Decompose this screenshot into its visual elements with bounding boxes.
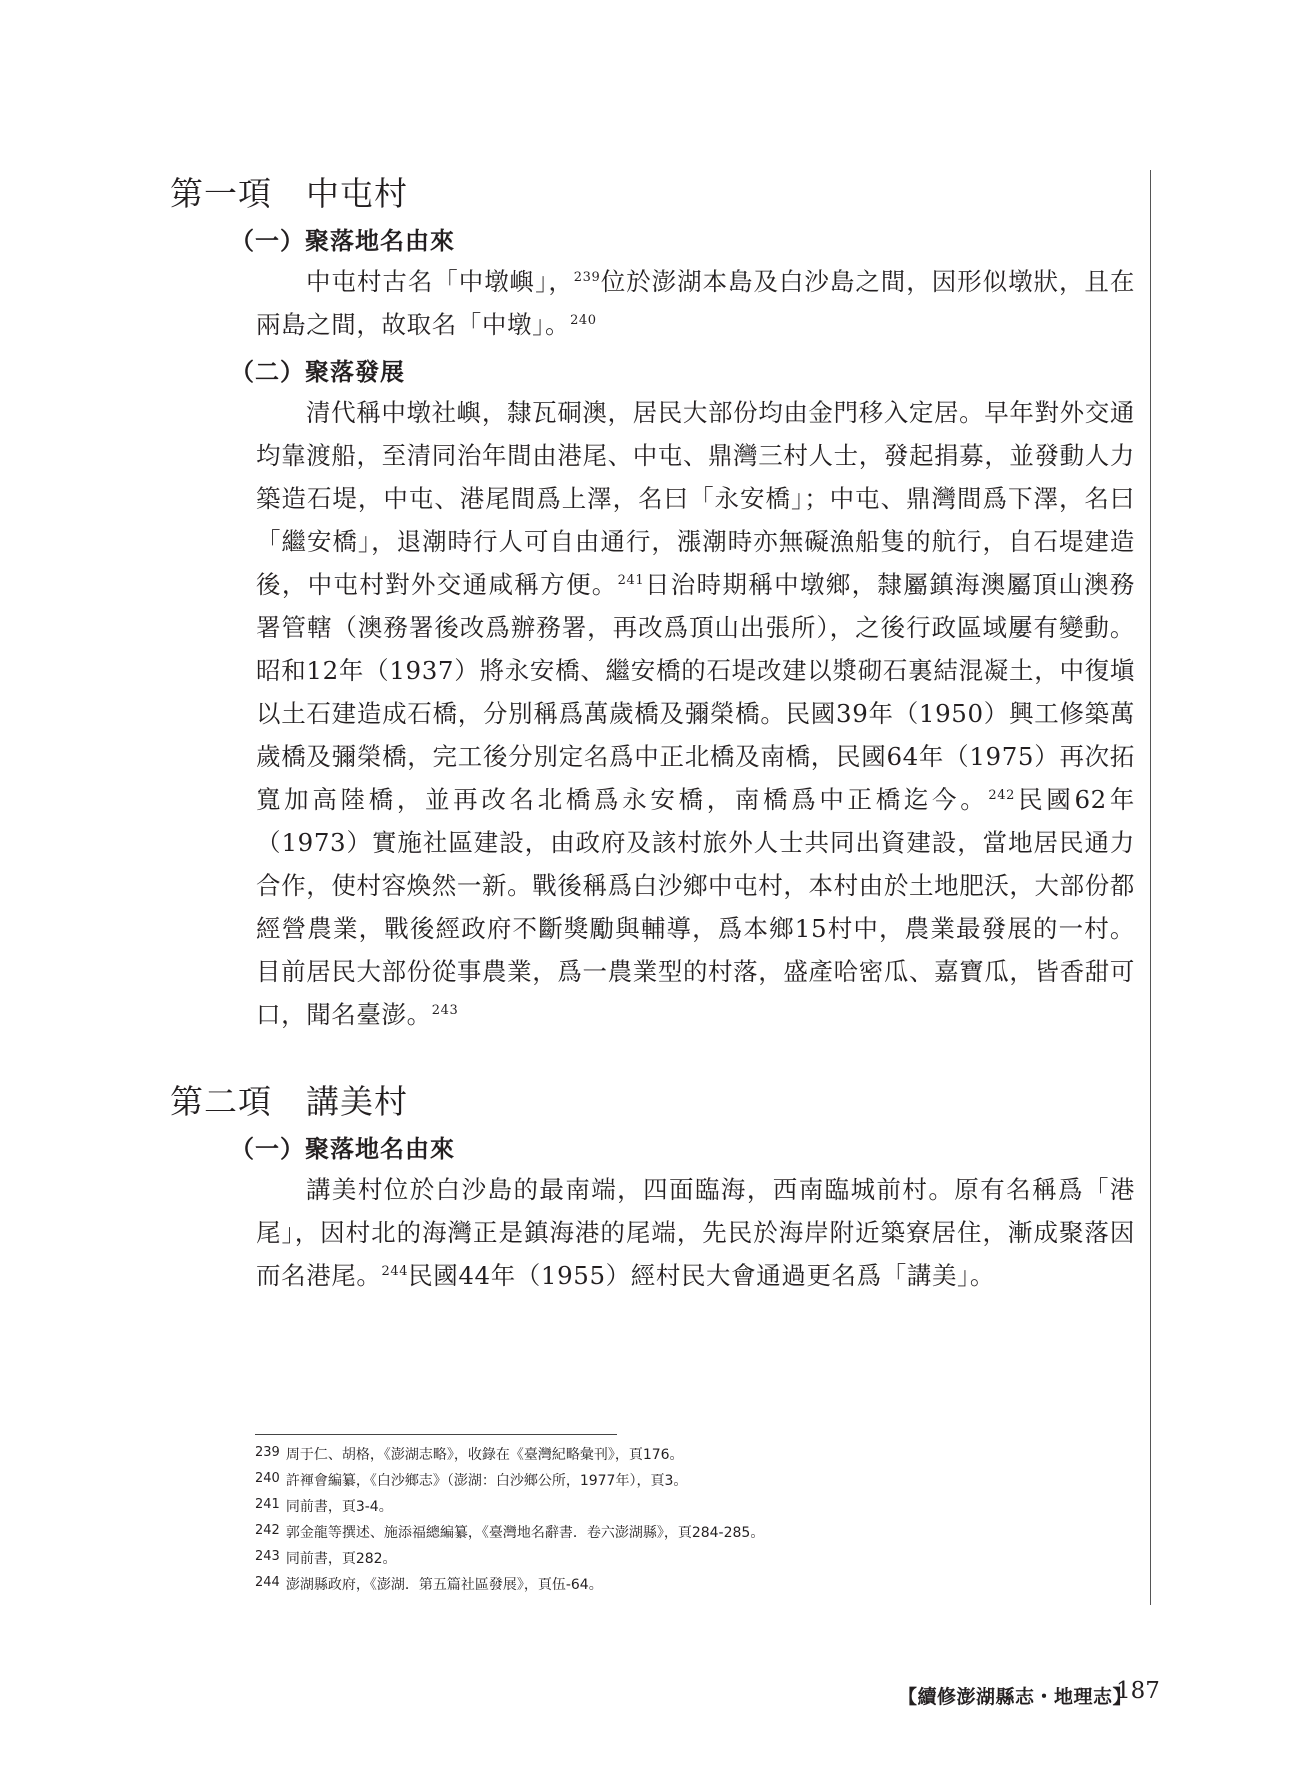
paragraph	[256, 391, 1135, 1036]
footnote-number: 240	[255, 1471, 280, 1486]
page-number: 187	[1116, 1678, 1160, 1704]
footnote-text: 郭金龍等撰述、施添福總編纂，《臺灣地名辭書．卷六澎湖縣》，頁284-285。	[285, 1525, 765, 1541]
footnote-text: 澎湖縣政府，《澎湖．第五篇社區發展》，頁伍-64。	[285, 1577, 603, 1593]
footnote-ref[interactable]: 240	[570, 312, 597, 328]
section-heading-2	[170, 1076, 1135, 1123]
section-label: 第二項	[170, 1082, 272, 1121]
text-run: 民國44年（1955）經村民大會通過更名爲「講美」。	[408, 1261, 995, 1290]
text-run: 日治時期稱中墩鄉，隸屬鎮海澳屬頂山澳務署管轄（澳務署後改爲辦務署，再改爲頂山出張所），之後行政區域屢有變動。昭和12年（1937）將永安橋、繼安橋的石堤改建以漿砌石裏結混凝土，中復塡以土石建造成石橋，分別稱爲萬歲橋及彌榮橋。民國39年（1950）興工修築萬歲橋及彌榮橋，完工後分別定名爲中正北橋及南橋，民國64年（1975）再次拓寬加高陸橋，並再改名北橋爲永安橋，南橋爲中正橋迄今。	[256, 570, 1135, 814]
footnote-separator	[255, 1434, 617, 1435]
footnote-ref[interactable]: 241	[617, 572, 645, 588]
footnote-number: 244	[255, 1575, 280, 1590]
footnote-number: 242	[255, 1523, 280, 1538]
footnotes	[255, 1442, 1135, 1598]
footnote-number: 239	[255, 1445, 280, 1460]
running-footer-title: 【續修澎湖縣志・地理志】	[897, 1686, 1132, 1708]
subsection-heading: （一）聚落地名由來	[230, 1134, 455, 1163]
footnote-ref[interactable]: 243	[431, 1002, 459, 1018]
section-title: 講美村	[306, 1082, 408, 1121]
footnote-ref[interactable]: 239	[573, 269, 601, 285]
footnote	[255, 1546, 1135, 1572]
subsection-heading: （一）聚落地名由來	[230, 226, 455, 255]
text-run: 民國62年（1973）實施社區建設，由政府及該村旅外人士共同出資建設，當地居民通力合作，使村容煥然一新。戰後稱爲白沙鄉中屯村，本村由於土地肥沃，大部份都經營農業，戰後經政府不斷獎勵與輔導，爲本鄉15村中，農業最發展的一村。目前居民大部份從事農業，爲一農業型的村落，盛產哈密瓜、嘉寶瓜，皆香甜可口，聞名臺澎。	[256, 785, 1135, 1029]
text-run: 講美村位於白沙島的最南端，四面臨海，西南臨城前村。原有名稱爲「港尾」，因村北的海灣正是鎮海港的尾端，先民於海岸附近築寮居住，漸成聚落因而名港尾。	[256, 1175, 1135, 1290]
paragraph	[256, 1168, 1135, 1297]
margin-rule	[1150, 170, 1151, 1605]
main-content	[170, 168, 1135, 1297]
footnote	[255, 1468, 1135, 1494]
footnote	[255, 1494, 1135, 1520]
section-label: 第一項	[170, 174, 272, 213]
footnote-text: 周于仁、胡格，《澎湖志略》，收錄在《臺灣紀略彙刊》，頁176。	[285, 1447, 684, 1463]
section-heading-1	[170, 168, 1135, 215]
subsection-heading: （二）聚落發展	[230, 357, 405, 386]
section-title: 中屯村	[306, 174, 408, 213]
footnote-text: 同前書，頁282。	[285, 1551, 397, 1567]
text-run: 位於澎湖本島及白沙島之間，因形似墩狀，且在兩島之間，故取名「中墩」。	[256, 267, 1135, 339]
footnote-number: 241	[255, 1497, 280, 1512]
footnote	[255, 1442, 1135, 1468]
paragraph	[256, 260, 1135, 346]
footnote-text: 同前書，頁3-4。	[285, 1499, 393, 1515]
text-run: 中屯村古名「中墩嶼」，	[306, 267, 574, 296]
footnote-ref[interactable]: 244	[381, 1263, 409, 1279]
footnote-text: 許褌會編纂，《白沙鄉志》（澎湖：白沙鄉公所，1977年），頁3。	[285, 1473, 688, 1489]
footnote-ref[interactable]: 242	[988, 787, 1016, 803]
footnote	[255, 1520, 1135, 1546]
text-run: 清代稱中墩社嶼，隸瓦硐澳，居民大部份均由金門移入定居。早年對外交通均靠渡船，至清同治年間由港尾、中屯、鼎灣三村人士，發起捐募，並發動人力築造石堤，中屯、港尾間爲上澤，名曰「永安橋」；中屯、鼎灣間爲下澤，名曰「繼安橋」，退潮時行人可自由通行，漲潮時亦無礙漁船隻的航行，自石堤建造後，中屯村對外交通咸稱方便。	[256, 398, 1135, 599]
footnote-number: 243	[255, 1549, 280, 1564]
footnote	[255, 1572, 1135, 1598]
